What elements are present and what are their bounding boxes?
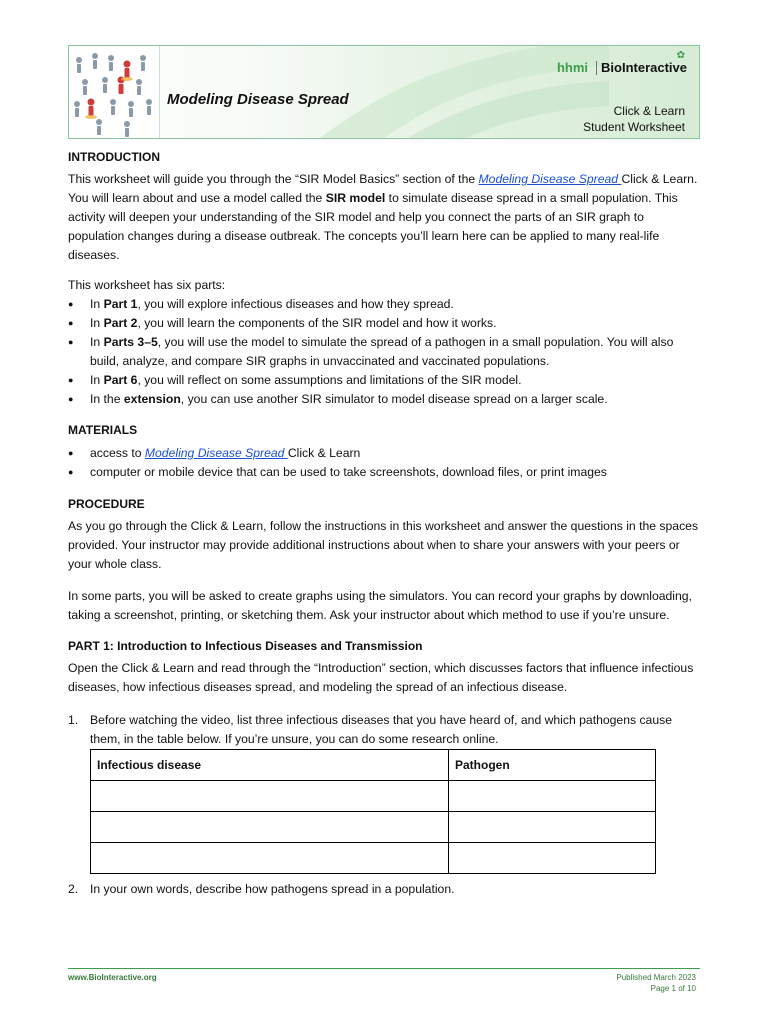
intro-text-b: Click & Learn. You will learn about and use a model called the xyxy=(68,172,698,205)
page-footer xyxy=(68,968,700,993)
logo-divider xyxy=(596,61,597,75)
procedure-heading: PROCEDURE xyxy=(68,497,145,511)
people-illustration xyxy=(69,46,160,138)
intro-text-c: to simulate disease spread in a small population. This activity will deepen your understanding of the SIR model and help you connect the parts of an SIR graph to population changes during a disease outbreak. The concepts you’ll learn here can be applied to many real-life diseases. xyxy=(68,191,678,262)
modeling-disease-spread-link[interactable]: Modeling Disease Spread xyxy=(478,172,622,186)
procedure-paragraph-1: As you go through the Click & Learn, follow the instructions in this worksheet and answer the questions in the spaces provided. Your instructor may provide additional instructions about when to share your answers with your peers or your whole class. xyxy=(68,519,699,571)
answer-cell[interactable] xyxy=(449,781,656,812)
answer-cell[interactable] xyxy=(91,812,449,843)
column-header-disease: Infectious disease xyxy=(91,750,449,781)
hhmi-leaf-icon: ✿ xyxy=(676,50,685,61)
intro-sir-model-bold: SIR model xyxy=(325,191,386,205)
subtitle-click-learn: Click & Learn xyxy=(613,104,685,118)
answer-cell[interactable] xyxy=(91,781,449,812)
worksheet-body xyxy=(68,148,700,899)
answer-cell[interactable] xyxy=(91,843,449,874)
question-1 xyxy=(68,711,700,749)
modeling-disease-spread-link[interactable]: Modeling Disease Spread xyxy=(144,446,288,460)
table-row xyxy=(91,843,656,874)
intro-text-a: This worksheet will guide you through the “SIR Model Basics” section of the xyxy=(68,172,479,186)
question-text: Before watching the video, list three infectious diseases that you have heard of, and which pathogens cause them, in the table below. If you’re unsure, you can do some research online. xyxy=(90,713,672,746)
footer-published: Published March 2023 xyxy=(616,973,696,982)
list-item: ● computer or mobile device that can be used to take screenshots, download files, or print images xyxy=(68,463,700,482)
disease-pathogen-table xyxy=(90,749,656,874)
header-banner xyxy=(68,45,700,139)
logo-biointeractive: BioInteractive xyxy=(601,60,687,75)
part1-paragraph: Open the Click & Learn and read through the “Introduction” section, which discusses factors that influence infectious diseases, how infectious diseases spread, and modeling the spread of an infectious disease. xyxy=(68,661,694,694)
list-item: ● In Parts 3–5, you will use the model to simulate the spread of a pathogen in a small population. You will also build, analyze, and compare SIR graphs in unvaccinated and vaccinated populations. xyxy=(68,333,700,371)
question-number: 2. xyxy=(68,882,79,896)
answer-cell[interactable] xyxy=(449,812,656,843)
page-title: Modeling Disease Spread xyxy=(167,91,349,108)
answer-cell[interactable] xyxy=(449,843,656,874)
question-text: In your own words, describe how pathogens spread in a population. xyxy=(90,882,455,896)
question-number: 1. xyxy=(68,713,79,727)
materials-list xyxy=(68,444,700,482)
table-header-row xyxy=(91,750,656,781)
parts-intro: This worksheet has six parts: xyxy=(68,278,226,292)
table-row xyxy=(91,812,656,843)
table-row xyxy=(91,781,656,812)
materials-heading: MATERIALS xyxy=(68,423,138,437)
list-item: ● access to Modeling Disease Spread Click & Learn xyxy=(68,444,700,463)
question-list xyxy=(68,711,700,749)
intro-paragraph xyxy=(68,170,700,265)
footer-publication-info xyxy=(616,972,696,994)
crowd-icon xyxy=(69,46,159,138)
question-2 xyxy=(68,880,700,899)
parts-list xyxy=(68,295,700,409)
column-header-pathogen: Pathogen xyxy=(449,750,656,781)
footer-site-link[interactable]: www.BioInteractive.org xyxy=(68,973,157,982)
list-item: ● In Part 2, you will learn the components of the SIR model and how it works. xyxy=(68,314,700,333)
list-item: ● In Part 1, you will explore infectious diseases and how they spread. xyxy=(68,295,700,314)
list-item: ● In Part 6, you will reflect on some assumptions and limitations of the SIR model. xyxy=(68,371,700,390)
question-list-2 xyxy=(68,880,700,899)
intro-heading: INTRODUCTION xyxy=(68,150,160,164)
subtitle-student-worksheet: Student Worksheet xyxy=(583,120,685,134)
footer-page-number: Page 1 of 10 xyxy=(650,984,696,993)
logo-hhmi: hhmi xyxy=(556,60,589,75)
procedure-paragraph-2: In some parts, you will be asked to create graphs using the simulators. You can record your graphs by downloading, taking a screenshot, printing, or sketching them. Ask your instructor about which method to use if you’re unsure. xyxy=(68,589,692,622)
part1-heading: PART 1: Introduction to Infectious Diseases and Transmission xyxy=(68,639,423,653)
list-item: ● In the extension, you can use another SIR simulator to model disease spread on a larger scale. xyxy=(68,390,700,409)
biointeractive-logo xyxy=(557,60,687,75)
